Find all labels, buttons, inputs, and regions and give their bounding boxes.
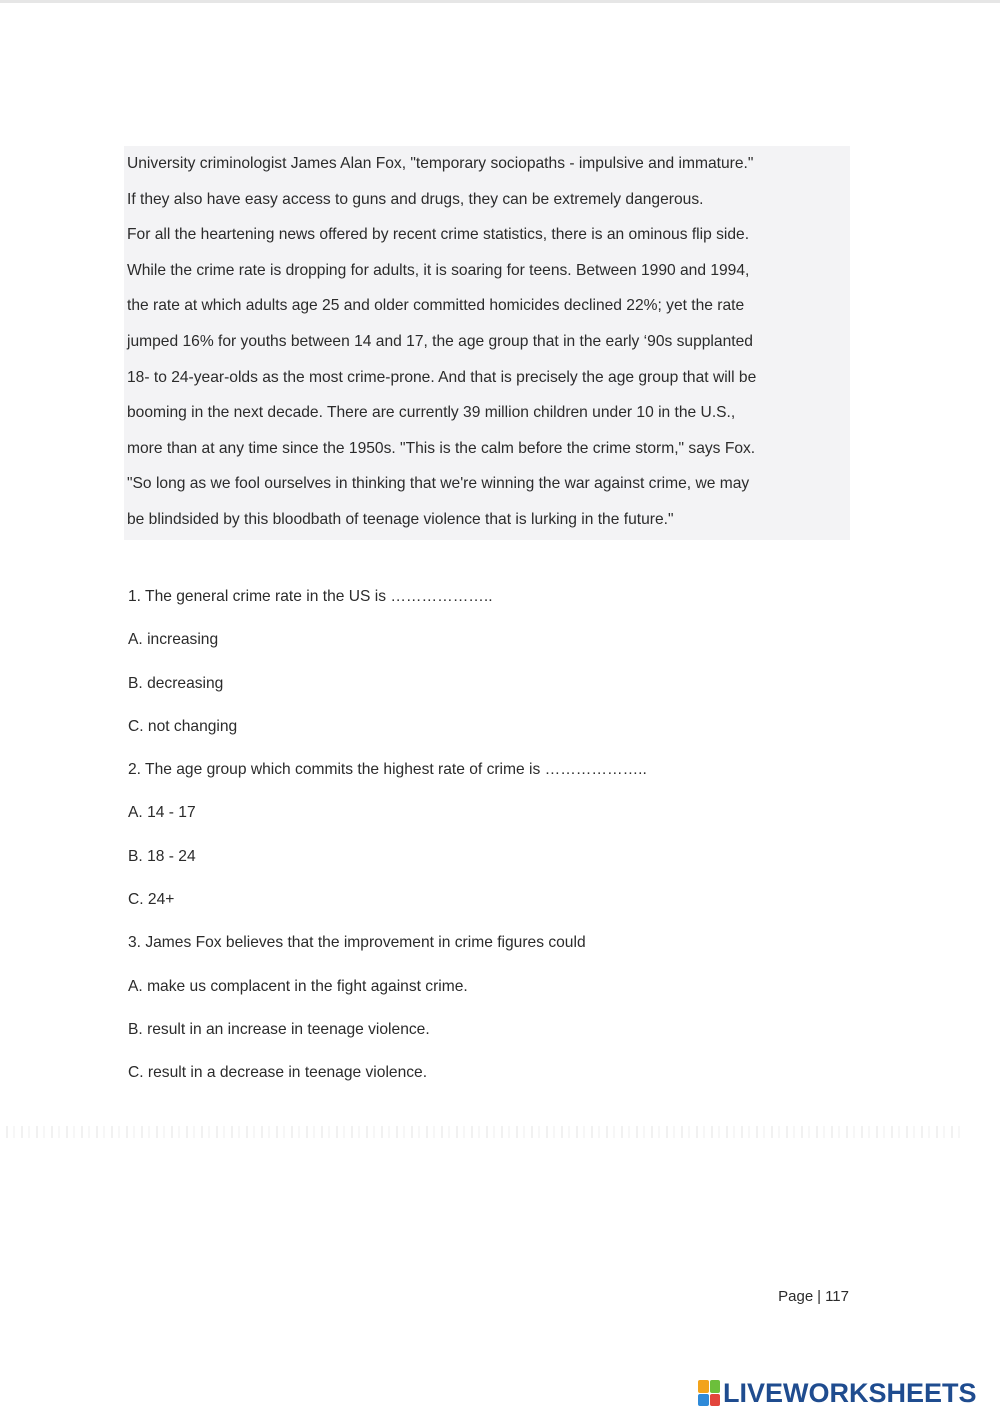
badge-square (698, 1394, 709, 1407)
badge-square (710, 1394, 721, 1407)
answer-option[interactable]: C. result in a decrease in teenage violence. (128, 1064, 428, 1082)
passage-line: more than at any time since the 1950s. "This is the calm before the crime storm," says Fox. (127, 439, 756, 457)
passage-line: "So long as we fool ourselves in thinking that we're winning the war against crime, we may (127, 475, 750, 493)
question-list (128, 582, 848, 1102)
passage-line: booming in the next decade. There are currently 39 million children under 10 in the U.S., (127, 404, 736, 422)
badge-square (698, 1380, 709, 1393)
answer-option[interactable]: C. 24+ (128, 891, 175, 909)
passage-line: jumped 16% for youths between 14 and 17, the age group that in the early ‘90s supplanted (127, 332, 753, 350)
badge-square (710, 1380, 721, 1393)
question-stem: 1. The general crime rate in the US is ……………….. (128, 588, 493, 605)
answer-option[interactable]: A. make us complacent in the fight against crime. (128, 977, 468, 995)
logo-text: LIVEWORKSHEETS (723, 1377, 977, 1408)
scan-artifact (0, 1126, 965, 1138)
answer-option[interactable]: B. decreasing (128, 674, 224, 692)
answer-option[interactable]: A. increasing (128, 631, 219, 649)
answer-option[interactable]: A. 14 - 17 (128, 804, 196, 822)
passage-line: University criminologist James Alan Fox, "temporary sociopaths - impulsive and immature." (127, 155, 754, 172)
page-number: 117 (825, 1288, 849, 1305)
passage-line: While the crime rate is dropping for adults, it is soaring for teens. Between 1990 and 1994, (127, 261, 750, 279)
question-stem: 3. James Fox believes that the improvement in crime figures could (128, 934, 586, 952)
passage-line: be blindsided by this bloodbath of teenage violence that is lurking in the future." (127, 510, 674, 528)
question-stem: 2. The age group which commits the highest rate of crime is ……………….. (128, 761, 647, 779)
page-label: Page (778, 1288, 814, 1305)
answer-option[interactable]: C. not changing (128, 717, 238, 735)
passage-line: If they also have easy access to guns and drugs, they can be extremely dangerous. (127, 190, 704, 208)
answer-option[interactable]: B. result in an increase in teenage violence. (128, 1020, 430, 1038)
passage-line: the rate at which adults age 25 and older committed homicides declined 22%; yet the rate (127, 297, 745, 315)
answer-option[interactable]: B. 18 - 24 (128, 847, 196, 865)
page-separator: | (817, 1288, 822, 1305)
logo-badge-icon (698, 1380, 720, 1406)
liveworksheets-logo[interactable] (698, 1378, 977, 1408)
reading-passage (124, 146, 850, 540)
passage-line: 18- to 24-year-olds as the most crime-prone. And that is precisely the age group that will be (127, 368, 757, 386)
passage-line: For all the heartening news offered by recent crime statistics, there is an ominous flip side. (127, 226, 750, 244)
page-footer (778, 1288, 849, 1305)
page-top-edge (0, 0, 1000, 3)
